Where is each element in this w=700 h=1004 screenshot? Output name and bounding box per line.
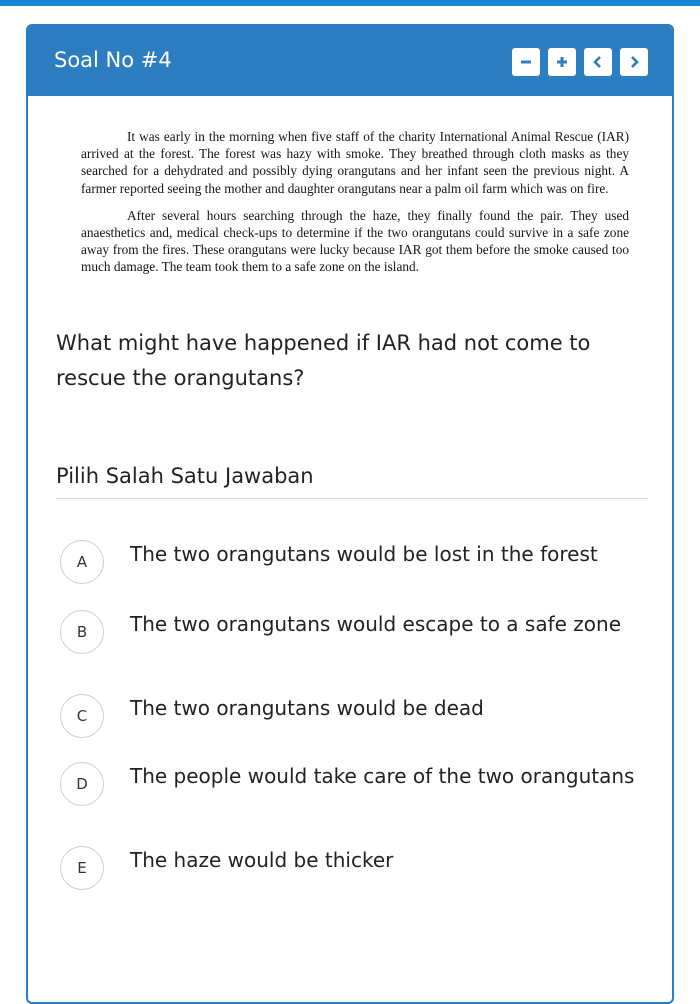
previous-question-button[interactable]	[584, 48, 612, 76]
question-text: What might have happened if IAR had not come to rescue the orangutans?	[56, 331, 591, 390]
divider	[56, 498, 648, 499]
passage-paragraph: It was early in the morning when five staff of the charity International Animal Rescue (IAR) arrived at the forest. The forest was hazy with smoke. They breathed through cloth masks as they searched for a dehydrated and possibly dying orangutans and her infant seen the previous night. A farmer reported seeing the mother and daughter orangutans near a palm oil farm which was on fire.	[81, 129, 629, 196]
option-letter-badge[interactable]: A	[60, 540, 104, 584]
question-card	[26, 24, 674, 1004]
option-text[interactable]: The people would take care of the two orangutans	[130, 764, 635, 788]
next-question-button[interactable]	[620, 48, 648, 76]
plus-icon	[555, 55, 569, 69]
question-number-title: Soal No #4	[54, 48, 172, 72]
option-text[interactable]: The two orangutans would escape to a safe zone	[130, 612, 622, 636]
zoom-in-button[interactable]	[548, 48, 576, 76]
option-text[interactable]: The two orangutans would be dead	[130, 696, 484, 720]
option-text[interactable]: The two orangutans would be lost in the forest	[130, 542, 598, 566]
option-letter-badge[interactable]: C	[60, 694, 104, 738]
reading-passage	[81, 128, 629, 286]
option-text[interactable]: The haze would be thicker	[130, 848, 394, 872]
question-header	[28, 26, 672, 96]
option-letter-badge[interactable]: E	[60, 846, 104, 890]
question-controls	[512, 48, 648, 76]
passage-paragraph: After several hours searching through the haze, they finally found the pair. They used anaesthetics and, medical check-ups to determine if the two orangutans could survive in a safe zone away from the fires. These orangutans were lucky because IAR got them before the smoke caused too much damage. The team took them to a safe zone on the island.	[81, 207, 629, 275]
top-accent-bar	[0, 0, 700, 6]
chevron-right-icon	[627, 55, 641, 69]
chevron-left-icon	[591, 55, 605, 69]
answers-heading: Pilih Salah Satu Jawaban	[56, 464, 314, 488]
option-letter-badge[interactable]: D	[60, 762, 104, 806]
minus-icon	[519, 55, 533, 69]
zoom-out-button[interactable]	[512, 48, 540, 76]
option-letter-badge[interactable]: B	[60, 610, 104, 654]
